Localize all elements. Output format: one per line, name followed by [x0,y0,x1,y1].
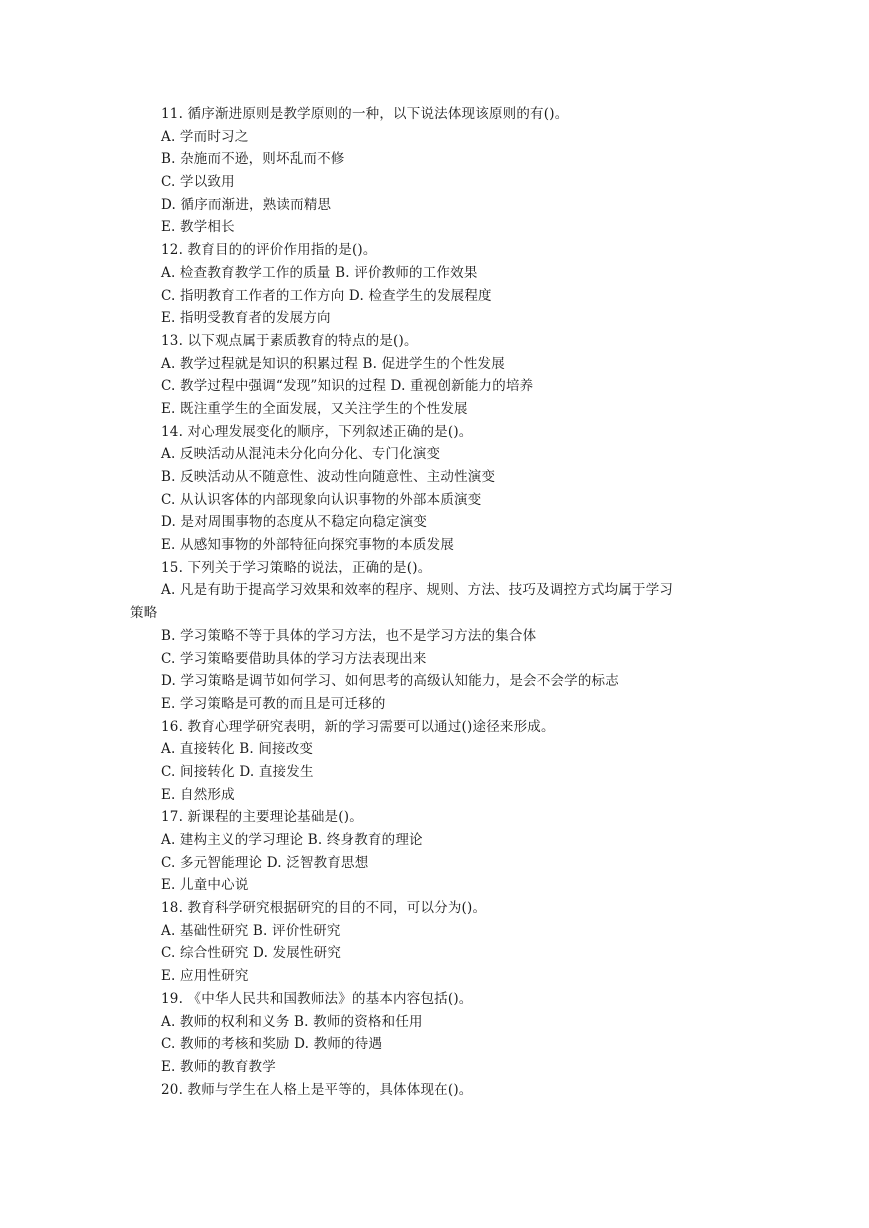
text-line: 14. 对心理发展变化的顺序，下列叙述正确的是()。 [161,423,473,440]
text-line: D. 学习策略是调节如何学习、如何思考的高级认知能力，是会不会学的标志 [161,673,619,690]
text-line: C. 综合性研究 D. 发展性研究 [161,945,342,962]
text-line: E. 教师的教育教学 [161,1058,276,1075]
text-line: 19. 《中华人民共和国教师法》的基本内容包括()。 [161,990,473,1007]
text-line: E. 儿童中心说 [161,877,249,894]
text-line: C. 学以致用 [161,174,235,191]
text-line: B. 杂施而不逊，则坏乱而不修 [161,151,345,168]
text-line: E. 既注重学生的全面发展，又关注学生的个性发展 [161,400,468,417]
text-line: 20. 教师与学生在人格上是平等的，具体体现在()。 [161,1081,473,1098]
text-line: C. 教学过程中强调“发现”知识的过程 D. 重视创新能力的培养 [161,378,534,395]
text-line: D. 循序而渐进，熟读而精思 [161,196,332,213]
text-line: 13. 以下观点属于素质教育的特点的是()。 [161,332,418,349]
text-line: A. 检查教育教学工作的质量 B. 评价教师的工作效果 [161,264,478,281]
text-line: 18. 教育科学研究根据研究的目的不同，可以分为()。 [161,900,487,917]
text-line: C. 学习策略要借助具体的学习方法表现出来 [161,650,427,667]
text-line: A. 教师的权利和义务 B. 教师的资格和任用 [161,1013,423,1030]
text-line: B. 反映活动从不随意性、波动性向随意性、主动性演变 [161,469,496,485]
text-line: 15. 下列关于学习策略的说法，正确的是()。 [161,559,432,576]
text-line: 策略 [130,605,158,622]
text-line: 11. 循序渐进原则是教学原则的一种，以下说法体现该原则的有()。 [161,106,569,122]
text-line: A. 教学过程就是知识的积累过程 B. 促进学生的个性发展 [161,355,505,372]
text-line: 16. 教育心理学研究表明，新的学习需要可以通过()途径来形成。 [161,718,555,735]
text-line: C. 多元智能理论 D. 泛智教育思想 [161,854,369,871]
text-line: E. 指明受教育者的发展方向 [161,310,331,327]
text-line: C. 指明教育工作者的工作方向 D. 检查学生的发展程度 [161,287,492,304]
text-line: B. 学习策略不等于具体的学习方法，也不是学习方法的集合体 [161,627,537,644]
text-line: 12. 教育目的的评价作用指的是()。 [161,242,377,259]
text-line: E. 教学相长 [161,219,235,236]
text-line: A. 基础性研究 B. 评价性研究 [161,922,341,939]
text-line: E. 自然形成 [161,786,235,803]
text-line: E. 应用性研究 [161,968,249,985]
text-line: A. 学而时习之 [161,128,249,145]
text-line: A. 建构主义的学习理论 B. 终身教育的理论 [161,832,423,848]
text-line: A. 凡是有助于提高学习效果和效率的程序、规则、方法、技巧及调控方式均属于学习 [161,582,674,599]
text-line: A. 直接转化 B. 间接改变 [161,741,314,758]
text-line: C. 从认识客体的内部现象向认识事物的外部本质演变 [161,491,482,508]
text-line: C. 教师的考核和奖励 D. 教师的待遇 [161,1036,383,1053]
text-line: C. 间接转化 D. 直接发生 [161,763,314,780]
document-body [130,103,742,1101]
text-line: E. 从感知事物的外部特征向探究事物的本质发展 [161,537,455,554]
text-line: A. 反映活动从混沌未分化向分化、专门化演变 [161,446,441,463]
text-line: D. 是对周围事物的态度从不稳定向稳定演变 [161,514,428,531]
text-line: E. 学习策略是可教的而且是可迁移的 [161,695,386,712]
text-line: 17. 新课程的主要理论基础是()。 [161,809,363,826]
